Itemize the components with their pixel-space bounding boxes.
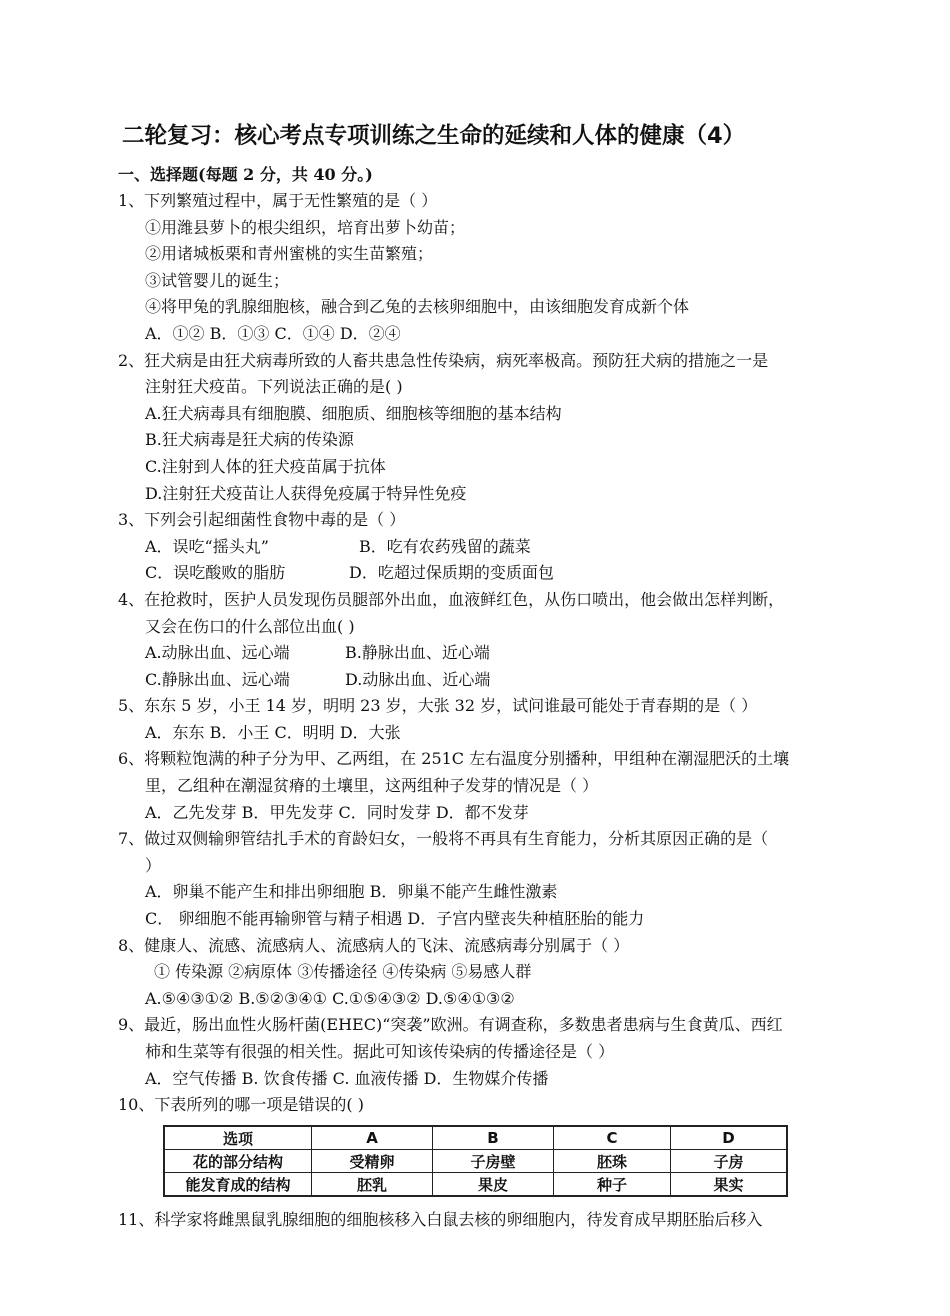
q10-stem: 10、下表所列的哪一项是错误的( ) <box>118 1095 364 1115</box>
q8-items: ① 传染源 ②病原体 ③传播途径 ④传染病 ⑤易感人群 <box>154 962 532 982</box>
q7-options-row-2: C． 卵细胞不能再输卵管与精子相遇 D．子宫内壁丧失种植胚胎的能力 <box>145 909 645 929</box>
table-header-cell: 选项 <box>164 1126 312 1150</box>
q1-item-4: ④将甲兔的乳腺细胞核，融合到乙兔的去核卵细胞中，由该细胞发育成新个体 <box>145 297 690 317</box>
q1-options: A．①② B．①③ C．①④ D．②④ <box>145 323 401 343</box>
q4-options-row-1 <box>118 640 838 667</box>
q9-stem-2: 柿和生菜等有很强的相关性。据此可知该传染病的传播途径是（ ） <box>145 1042 615 1061</box>
table-header-row <box>164 1126 787 1150</box>
q1-item-2: ②用诸城板栗和青州蜜桃的实生苗繁殖； <box>145 244 434 264</box>
section-heading: 一、选择题(每题 2 分，共 40 分。) <box>118 165 373 184</box>
table-cell: 胚珠 <box>554 1150 671 1173</box>
q3-option-b: B．吃有农药残留的蔬菜 <box>359 536 531 556</box>
q1-item-1: ①用潍县萝卜的根尖组织，培育出萝卜幼苗； <box>145 217 466 237</box>
table-cell: 受精卵 <box>312 1150 433 1173</box>
q4-options-row-2 <box>118 667 838 694</box>
q8-options: A.⑤④③①② B.⑤②③④① C.①⑤④③② D.⑤④①③② <box>145 988 515 1008</box>
q3-options-row-1 <box>118 534 838 561</box>
table-header-cell: A <box>312 1126 433 1150</box>
q6-stem-1: 6、将颗粒饱满的种子分为甲、乙两组，在 251C 左右温度分别播种，甲组种在潮湿肥沃的土壤 <box>118 749 790 769</box>
q4-option-b: B.静脉出血、近心端 <box>345 643 490 663</box>
table-cell: 果实 <box>671 1173 788 1197</box>
table-cell: 子房壁 <box>433 1150 554 1173</box>
q1-stem: 1、下列繁殖过程中，属于无性繁殖的是（ ） <box>118 191 438 210</box>
q2-option-a: A.狂犬病毒具有细胞膜、细胞质、细胞核等细胞的基本结构 <box>145 403 562 423</box>
q9-options: A．空气传播 B. 饮食传播 C. 血液传播 D．生物媒介传播 <box>145 1068 549 1088</box>
table-cell: 种子 <box>554 1173 671 1197</box>
q7-stem-2: ） <box>145 855 162 875</box>
q4-option-a: A.动脉出血、远心端 <box>145 643 290 663</box>
q4-stem-1: 4、在抢救时，医护人员发现伤员腿部外出血，血液鲜红色，从伤口喷出，他会做出怎样判断， <box>118 589 785 609</box>
question-list <box>118 188 838 1119</box>
q3-option-a: A．误吃“摇头丸” <box>145 536 269 556</box>
q10-table-wrapper <box>163 1125 788 1197</box>
table-cell: 胚乳 <box>312 1173 433 1197</box>
q5-options: A．东东 B．小王 C．明明 D．大张 <box>145 722 401 742</box>
table-cell: 果皮 <box>433 1173 554 1197</box>
q1-item-3: ③试管婴儿的诞生； <box>145 270 290 290</box>
table-row <box>164 1173 787 1197</box>
q2-option-d: D.注射狂犬疫苗让人获得免疫属于特异性免疫 <box>145 483 467 503</box>
q10-table <box>163 1125 788 1197</box>
table-cell: 能发育成的结构 <box>164 1173 312 1197</box>
table-cell: 子房 <box>671 1150 788 1173</box>
q4-stem-2: 又会在伤口的什么部位出血( ) <box>145 616 355 636</box>
q8-stem: 8、健康人、流感、流感病人、流感病人的飞沫、流感病毒分别属于（ ） <box>118 935 630 955</box>
page-title: 二轮复习：核心考点专项训练之生命的延续和人体的健康（4） <box>122 123 746 149</box>
q3-stem: 3、下列会引起细菌性食物中毒的是（ ） <box>118 510 406 530</box>
q7-options-row-1: A．卵巢不能产生和排出卵细胞 B．卵巢不能产生雌性激素 <box>145 882 558 902</box>
q5-stem: 5、东东 5 岁，小王 14 岁，明明 23 岁，大张 32 岁，试问谁最可能处于青春期的是（ ） <box>118 696 758 716</box>
table-header-cell: D <box>671 1126 788 1150</box>
q3-option-c: C．误吃酸败的脂肪 <box>145 563 286 583</box>
q4-option-c: C.静脉出血、远心端 <box>145 669 290 689</box>
q2-stem-1: 2、狂犬病是由狂犬病毒所致的人畜共患急性传染病，病死率极高。预防狂犬病的措施之一是 <box>118 350 769 370</box>
table-row <box>164 1150 787 1173</box>
q6-stem-2: 里，乙组种在潮湿贫瘠的土壤里，这两组种子发芽的情况是（ ） <box>145 776 599 796</box>
q2-stem-2: 注射狂犬疫苗。下列说法正确的是( ) <box>145 377 403 397</box>
table-header-cell: C <box>554 1126 671 1150</box>
table-cell: 花的部分结构 <box>164 1150 312 1173</box>
q2-option-c: C.注射到人体的狂犬疫苗属于抗体 <box>145 456 386 476</box>
table-header-cell: B <box>433 1126 554 1150</box>
q6-options: A．乙先发芽 B．甲先发芽 C．同时发芽 D．都不发芽 <box>145 802 529 822</box>
q3-option-d: D．吃超过保质期的变质面包 <box>349 563 554 583</box>
q4-option-d: D.动脉出血、近心端 <box>345 669 491 689</box>
q11-stem: 11、科学家将雌黑鼠乳腺细胞的细胞核移入白鼠去核的卵细胞内，待发育成早期胚胎后移入 <box>118 1210 763 1229</box>
q9-stem-1: 9、最近，肠出血性火肠杆菌(EHEC)“突袭”欧洲。有调查称，多数患者患病与生食黄瓜、西红 <box>118 1015 783 1035</box>
q7-stem-1: 7、做过双侧输卵管结扎手术的育龄妇女，一般将不再具有生育能力，分析其原因正确的是（ <box>118 829 769 849</box>
q2-option-b: B.狂犬病毒是狂犬病的传染源 <box>145 430 354 450</box>
q3-options-row-2 <box>118 560 838 587</box>
